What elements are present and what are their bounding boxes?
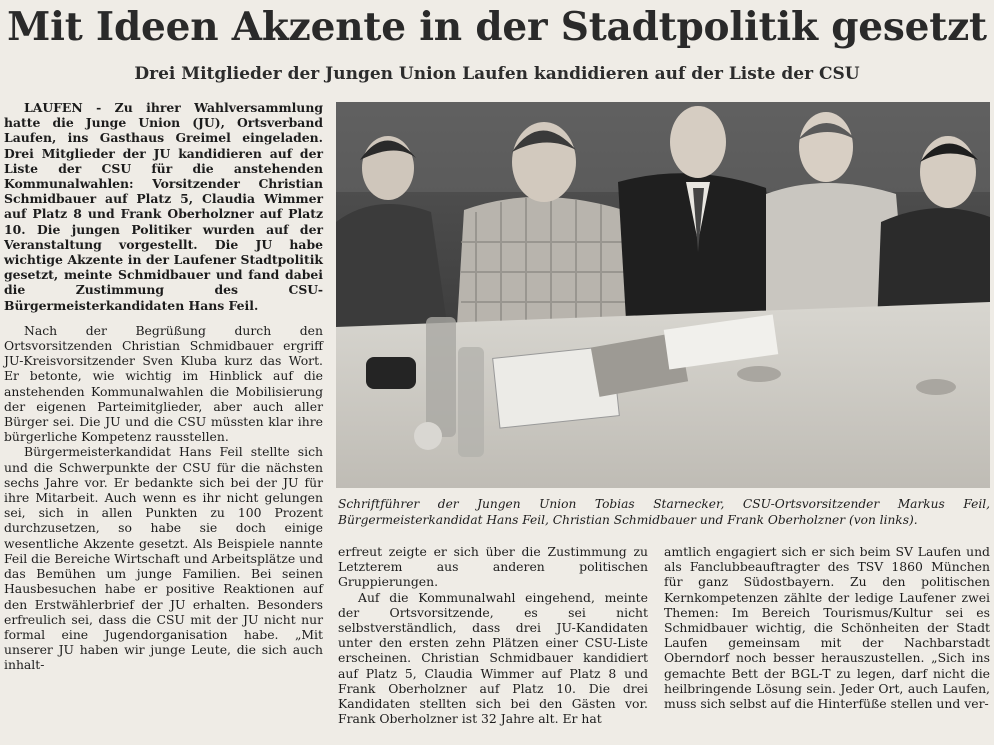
article-column-3 [664,544,990,711]
article-column-1 [4,100,323,673]
body-paragraph: Nach der Begrüßung durch den Ortsvorsitzenden Christian Schmidbauer ergriff JU-Kreisvorsitzender Sven Kluba kurz das Wort. Er betonte, wie wichtig im Hinblick auf die anstehenden Kommunalwahlen die Mobilisierung der eigenen Parteimitglieder, aber auch aller Bürger sei. Die JU und die CSU müssten klar ihre bürgerliche Kompetenz rausstellen. [4,322,323,445]
group-photo-image [336,102,990,488]
lead-paragraph: LAUFEN - Zu ihrer Wahlversammlung hatte die Junge Union (JU), Ortsverband Laufen, ins Gasthaus Greimel eingeladen. Drei Mitglieder der JU kandidieren auf der Liste der CSU für die anstehenden Kommunalwahlen: Vorsitzender Christian Schmidbauer auf Platz 5, Claudia Wimmer auf Platz 8 und Frank Oberholzner auf Platz 10. Die jungen Politiker wurden auf der Veranstaltung vorgestellt. Die JU habe wichtige Akzente in der Laufener Stadtpolitik gesetzt, meinte Schmidbauer und fand dabei die Zustimmung des CSU-Bürgermeisterkandidaten Hans Feil. [4,100,323,313]
body-paragraph: erfreut zeigte er sich über die Zustimmung zu Letzterem aus anderen politischen Gruppierungen. [338,544,648,590]
body-paragraph: amtlich engagiert sich er sich beim SV Laufen und als Fanclubbeauftragter des TSV 1860 München für ganz Südostbayern. Zu den politischen Kernkompetenzen zählte der ledige Laufener zwei Themen: Im Bereich Tourismus/Kultur sei es Schmidbauer wichtig, die Schönheiten der Stadt Laufen gemeinsam mit der Nachbarstadt Oberndorf noch besser herauszustellen. „Sich ins gemachte Bett der BGL-T zu legen, darf nicht die heilbringende Lösung sein. Jeder Ort, auch Laufen, muss sich selbst auf die Hinterfüße stellen und ver- [664,544,990,712]
photo-caption: Schriftführer der Jungen Union Tobias Starnecker, CSU-Ortsvorsitzender Markus Feil, Bürgermeisterkandidat Hans Feil, Christian Schmidbauer und Frank Oberholzner (von links). [338,497,990,527]
body-paragraph: Auf die Kommunalwahl eingehend, meinte der Ortsvorsitzende, es sei nicht selbstverständlich, dass drei JU-Kandidaten unter den ersten zehn Plätzen einer CSU-Liste erscheinen. Christian Schmidbauer kandidiert auf Platz 5, Claudia Wimmer auf Platz 8 und Frank Oberholzner auf Platz 10. Die drei Kandidaten stellten sich bei den Gästen vor. Frank Oberholzner ist 32 Jahre alt. Er hat [338,589,648,727]
body-paragraph: Bürgermeisterkandidat Hans Feil stellte sich und die Schwerpunkte der CSU für die nächsten sechs Jahre vor. Er bedankte sich bei der JU für ihre Mitarbeit. Auch wenn es ihr nicht gelungen sei, sich in allen Punkten zu 100 Prozent durchzusetzen, so habe sie doch einige wesentliche Akzente gesetzt. Als Beispiele nannte Feil die Bereiche Wirtschaft und Arbeitsplätze und das Bemühen um junge Familien. Bei seinen Hausbesuchen habe er positive Reaktionen auf den Erstwählerbrief der JU erhalten. Besonders erfreulich sei, dass die CSU mit der JU nicht nur formal eine Jugendorganisation habe. „Mit unserer JU haben wir junge Leute, die sich auch inhalt- [4,444,323,673]
group-photo [336,102,990,488]
headline: Mit Ideen Akzente in der Stadtpolitik gesetzt [7,4,987,50]
article-column-2 [338,544,648,726]
subheadline: Drei Mitglieder der Jungen Union Laufen kandidieren auf der Liste der CSU [134,64,860,84]
